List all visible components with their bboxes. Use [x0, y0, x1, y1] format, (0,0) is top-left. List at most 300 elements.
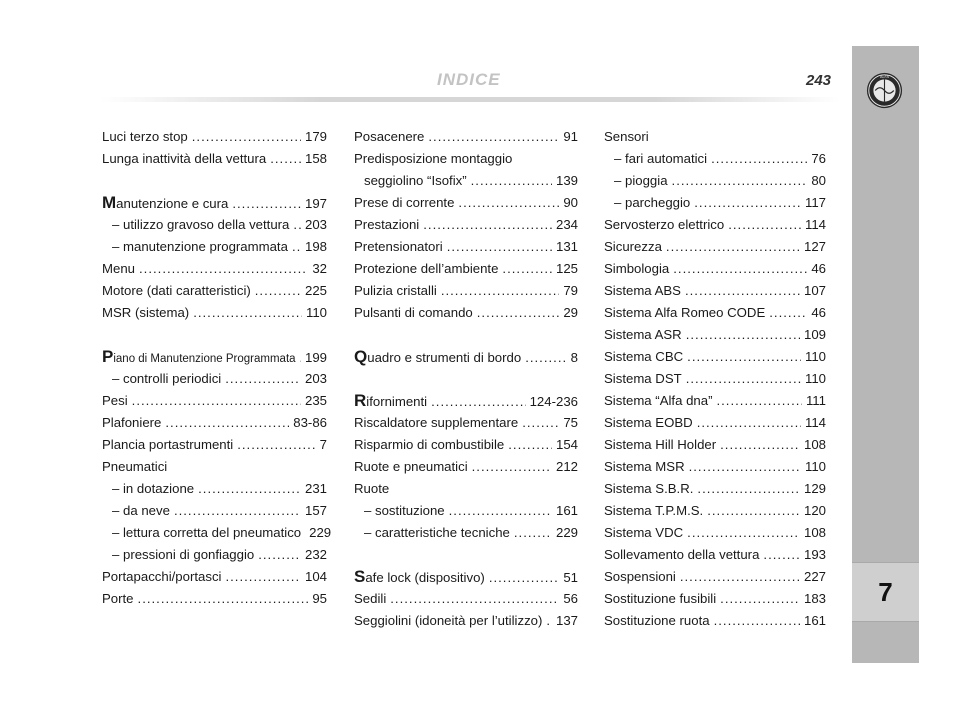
entry-text: Sistema ASR	[604, 327, 682, 342]
entry-label	[354, 412, 518, 434]
entry-label	[604, 280, 681, 302]
entry-page: 229	[555, 525, 578, 540]
index-entry[interactable]	[354, 258, 578, 280]
entry-text: – da neve	[112, 503, 170, 518]
entry-label	[112, 544, 254, 566]
entry-page: 90	[563, 195, 578, 210]
entry-text: Pesi	[102, 393, 128, 408]
entry-text: Sistema T.P.M.S.	[604, 503, 704, 518]
entry-page: 193	[803, 547, 826, 562]
entry-text: Pulsanti di comando	[354, 305, 473, 320]
entry-text: Ruote e pneumatici	[354, 459, 468, 474]
leader-dots	[255, 280, 301, 302]
entry-label	[354, 434, 504, 456]
index-entry[interactable]	[354, 566, 578, 588]
entry-page: 29	[563, 305, 578, 320]
leader-dots	[697, 478, 800, 500]
entry-label	[604, 434, 716, 456]
entry-page: 158	[304, 151, 327, 166]
entry-page: 56	[563, 591, 578, 606]
index-entry[interactable]	[604, 346, 826, 368]
entry-text: Sistema DST	[604, 371, 682, 386]
entry-label	[354, 214, 419, 236]
leader-dots	[300, 347, 301, 369]
leader-dots	[225, 566, 301, 588]
index-entry[interactable]	[604, 544, 826, 566]
entry-label	[354, 390, 427, 413]
leader-dots	[763, 544, 800, 566]
index-entry[interactable]	[102, 214, 327, 236]
entry-label	[604, 478, 693, 500]
page-title: INDICE	[437, 70, 501, 89]
entry-text: – lettura corretta del pneumatico	[112, 525, 302, 540]
index-entry[interactable]	[102, 126, 327, 148]
entry-label	[102, 148, 266, 170]
index-entry[interactable]	[102, 280, 327, 302]
index-entry[interactable]	[604, 390, 826, 412]
entry-label	[354, 610, 542, 632]
leader-dots	[689, 456, 801, 478]
entry-text: Sensori	[604, 129, 649, 144]
index-entry[interactable]	[604, 610, 826, 632]
index-entry[interactable]	[604, 302, 826, 324]
entry-label	[102, 126, 188, 148]
entry-text: ifornimenti	[366, 394, 428, 409]
index-entry[interactable]	[102, 478, 327, 500]
entry-text: Plancia portastrumenti	[102, 437, 234, 452]
index-entry[interactable]	[604, 456, 826, 478]
entry-label	[102, 302, 189, 324]
leader-dots	[687, 522, 800, 544]
entry-page: 109	[803, 327, 826, 342]
index-entry[interactable]	[102, 148, 327, 170]
entry-label	[604, 500, 703, 522]
index-entry[interactable]	[102, 368, 327, 390]
entry-text: Sistema “Alfa dna”	[604, 393, 713, 408]
entry-label	[604, 412, 693, 434]
leader-dots	[697, 412, 801, 434]
entry-text: Sospensioni	[604, 569, 676, 584]
index-entry[interactable]	[354, 170, 578, 192]
entry-page: 227	[803, 569, 826, 584]
leader-dots	[711, 148, 807, 170]
entry-page: 117	[804, 195, 826, 210]
leader-dots	[672, 170, 808, 192]
entry-label	[102, 258, 135, 280]
leader-dots	[502, 258, 552, 280]
index-entry[interactable]	[102, 192, 327, 214]
entry-page: 110	[804, 349, 826, 364]
entry-label	[604, 214, 724, 236]
entry-label	[102, 588, 134, 610]
entry-page: 110	[305, 305, 327, 320]
section-gap	[102, 170, 327, 192]
index-column-1	[102, 126, 332, 610]
leader-dots	[680, 566, 800, 588]
entry-label	[112, 500, 170, 522]
index-entry[interactable]	[354, 610, 578, 632]
leader-dots	[390, 588, 559, 610]
leader-dots	[428, 126, 559, 148]
section-initial: Q	[354, 347, 368, 366]
entry-text: Lunga inattività della vettura	[102, 151, 267, 166]
entry-page: 197	[304, 196, 327, 211]
entry-text: seggiolino “Isofix”	[364, 173, 467, 188]
leader-dots	[525, 347, 566, 369]
entry-label	[354, 478, 389, 500]
section-gap	[354, 324, 578, 346]
leader-dots	[192, 126, 301, 148]
index-entry[interactable]	[604, 192, 826, 214]
entry-label	[614, 148, 707, 170]
leader-dots	[514, 522, 552, 544]
leader-dots	[232, 193, 301, 215]
entry-page: 129	[803, 481, 826, 496]
entry-text: Simbologia	[604, 261, 670, 276]
index-entry[interactable]	[102, 544, 327, 566]
entry-label	[354, 148, 512, 170]
entry-label	[112, 522, 301, 544]
index-entry[interactable]	[102, 500, 327, 522]
entry-page: 183	[803, 591, 826, 606]
index-entry[interactable]	[354, 236, 578, 258]
entry-label	[604, 258, 669, 280]
entry-label	[102, 390, 128, 412]
index-entry[interactable]	[354, 192, 578, 214]
index-entry[interactable]	[604, 236, 826, 258]
entry-label	[112, 368, 221, 390]
entry-page: 75	[563, 415, 578, 430]
entry-label	[354, 126, 424, 148]
entry-text: Servosterzo elettrico	[604, 217, 725, 232]
index-entry[interactable]	[102, 588, 327, 610]
index-entry[interactable]	[102, 258, 327, 280]
entry-text: Sostituzione fusibili	[604, 591, 717, 606]
entry-page: 231	[304, 481, 327, 496]
leader-dots	[546, 610, 552, 632]
entry-label	[102, 192, 228, 215]
leader-dots	[258, 544, 301, 566]
index-entry[interactable]	[102, 566, 327, 588]
entry-page: 179	[304, 129, 327, 144]
index-entry[interactable]	[604, 412, 826, 434]
leader-dots	[522, 412, 559, 434]
entry-page: 46	[811, 261, 826, 276]
entry-text: Pulizia cristalli	[354, 283, 437, 298]
index-entry[interactable]	[102, 236, 327, 258]
header-rule	[100, 97, 840, 102]
index-entry[interactable]	[102, 456, 327, 478]
entry-text: Prestazioni	[354, 217, 420, 232]
leader-dots	[270, 148, 301, 170]
entry-page: 108	[803, 525, 826, 540]
leader-dots	[686, 324, 800, 346]
entry-page: 225	[304, 283, 327, 298]
index-entry[interactable]	[604, 258, 826, 280]
entry-label	[604, 302, 765, 324]
entry-page: 139	[555, 173, 578, 188]
entry-page: 7	[319, 437, 327, 452]
entry-page: 161	[555, 503, 578, 518]
leader-dots	[694, 192, 801, 214]
leader-dots	[431, 391, 525, 413]
leader-dots	[292, 236, 301, 258]
entry-text: Sistema VDC	[604, 525, 684, 540]
entry-text: Portapacchi/portasci	[102, 569, 222, 584]
entry-label	[614, 192, 690, 214]
leader-dots	[193, 302, 302, 324]
entry-text: afe lock (dispositivo)	[365, 570, 485, 585]
entry-page: 110	[804, 371, 826, 386]
entry-page: 114	[804, 415, 826, 430]
section-initial: P	[102, 347, 114, 366]
section-initial: S	[354, 567, 366, 586]
entry-label	[364, 500, 445, 522]
index-column-3	[604, 126, 826, 632]
entry-label	[354, 192, 454, 214]
leader-dots	[237, 434, 315, 456]
leader-dots	[673, 258, 807, 280]
index-entry[interactable]	[354, 412, 578, 434]
index-entry[interactable]	[354, 346, 578, 368]
leader-dots	[477, 302, 560, 324]
index-entry[interactable]	[354, 280, 578, 302]
entry-page: 203	[304, 371, 327, 386]
entry-page: 137	[555, 613, 578, 628]
entry-text: Menu	[102, 261, 135, 276]
entry-text: MSR (sistema)	[102, 305, 190, 320]
entry-label	[354, 236, 443, 258]
entry-text: Sollevamento della vettura	[604, 547, 760, 562]
entry-label	[604, 368, 682, 390]
entry-label	[354, 346, 521, 369]
leader-dots	[165, 412, 289, 434]
entry-page: 120	[803, 503, 826, 518]
entry-text: Seggiolini (idoneità per l’utilizzo)	[354, 613, 543, 628]
index-entry[interactable]	[354, 478, 578, 500]
entry-label	[364, 522, 510, 544]
entry-label	[604, 126, 649, 148]
entry-text: Protezione dell’ambiente	[354, 261, 499, 276]
entry-label	[604, 566, 676, 588]
entry-label	[364, 170, 467, 192]
entry-page: 108	[803, 437, 826, 452]
entry-page: 107	[803, 283, 826, 298]
entry-text: Pretensionatori	[354, 239, 443, 254]
leader-dots	[449, 500, 552, 522]
entry-text: iano di Manutenzione Programmata	[113, 353, 296, 365]
entry-label	[112, 214, 289, 236]
entry-text: Prese di corrente	[354, 195, 455, 210]
index-entry[interactable]	[354, 214, 578, 236]
leader-dots	[447, 236, 552, 258]
entry-text: uadro e strumenti di bordo	[367, 350, 522, 365]
leader-dots	[686, 368, 801, 390]
entry-text: – sostituzione	[364, 503, 445, 518]
index-entry[interactable]	[354, 500, 578, 522]
entry-label	[614, 170, 668, 192]
entry-text: Luci terzo stop	[102, 129, 188, 144]
section-gap	[354, 544, 578, 566]
entry-page: 83-86	[293, 415, 327, 430]
index-entry[interactable]	[102, 522, 332, 544]
entry-page: 212	[555, 459, 578, 474]
entry-text: Predisposizione montaggio	[354, 151, 513, 166]
index-entry[interactable]	[604, 588, 826, 610]
leader-dots	[225, 368, 301, 390]
entry-page: 125	[555, 261, 578, 276]
entry-text: Plafoniere	[102, 415, 162, 430]
entry-page: 154	[555, 437, 578, 452]
leader-dots	[139, 258, 308, 280]
index-entry[interactable]	[354, 456, 578, 478]
entry-page: 131	[555, 239, 578, 254]
entry-text: – pressioni di gonfiaggio	[112, 547, 255, 562]
index-entry[interactable]	[604, 500, 826, 522]
entry-page: 124-236	[529, 394, 578, 409]
entry-text: Sostituzione ruota	[604, 613, 710, 628]
entry-page: 199	[304, 350, 327, 365]
entry-text: Ruote	[354, 481, 390, 496]
entry-page: 32	[312, 261, 327, 276]
index-entry[interactable]	[354, 434, 578, 456]
entry-page: 232	[304, 547, 327, 562]
entry-label	[604, 456, 685, 478]
entry-page: 114	[804, 217, 826, 232]
leader-dots	[138, 588, 309, 610]
index-entry[interactable]	[604, 170, 826, 192]
entry-page: 110	[804, 459, 826, 474]
entry-text: Sedili	[354, 591, 387, 606]
leader-dots	[472, 456, 552, 478]
index-entry[interactable]	[354, 522, 578, 544]
entry-label	[604, 544, 759, 566]
index-entry[interactable]	[604, 126, 826, 148]
index-entry[interactable]	[354, 302, 578, 324]
entry-text: Sistema ABS	[604, 283, 681, 298]
leader-dots	[714, 610, 800, 632]
entry-text: Sicurezza	[604, 239, 662, 254]
index-entry[interactable]	[354, 148, 578, 170]
index-entry[interactable]	[102, 302, 327, 324]
entry-text: Porte	[102, 591, 134, 606]
entry-page: 198	[304, 239, 327, 254]
entry-page: 157	[304, 503, 327, 518]
section-initial: R	[354, 391, 367, 410]
entry-label	[354, 280, 437, 302]
entry-text: – utilizzo gravoso della vettura	[112, 217, 290, 232]
index-entry[interactable]	[604, 478, 826, 500]
entry-text: Sistema EOBD	[604, 415, 693, 430]
section-gap	[354, 368, 578, 390]
entry-label	[354, 588, 386, 610]
entry-page: 203	[304, 217, 327, 232]
entry-page: 46	[811, 305, 826, 320]
entry-page: 111	[805, 393, 826, 408]
entry-label	[102, 346, 296, 370]
alfa-romeo-logo-icon	[866, 72, 903, 109]
entry-text: Pneumatici	[102, 459, 168, 474]
entry-label	[604, 522, 683, 544]
index-entry[interactable]	[102, 346, 327, 368]
entry-page: 79	[563, 283, 578, 298]
entry-label	[604, 390, 712, 412]
leader-dots	[489, 567, 560, 589]
entry-page: 161	[803, 613, 826, 628]
entry-text: Sistema Alfa Romeo CODE	[604, 305, 766, 320]
entry-page: 127	[803, 239, 826, 254]
chapter-tab[interactable]: 7	[852, 562, 919, 622]
leader-dots	[716, 390, 801, 412]
entry-text: Motore (dati caratteristici)	[102, 283, 251, 298]
leader-dots	[458, 192, 559, 214]
index-entry[interactable]	[604, 434, 826, 456]
index-entry[interactable]	[102, 434, 327, 456]
index-entry[interactable]	[604, 566, 826, 588]
index-entry[interactable]	[102, 390, 327, 412]
entry-label	[604, 236, 662, 258]
index-column-2	[354, 126, 578, 632]
leader-dots	[720, 434, 800, 456]
svg-text:ALFA: ALFA	[879, 75, 890, 80]
leader-dots	[666, 236, 800, 258]
entry-label	[604, 324, 682, 346]
index-entry[interactable]	[102, 412, 327, 434]
index-entry[interactable]	[354, 126, 578, 148]
entry-label	[354, 302, 473, 324]
entry-label	[102, 434, 233, 456]
entry-label	[604, 346, 683, 368]
entry-text: Posacenere	[354, 129, 425, 144]
entry-text: – controlli periodici	[112, 371, 222, 386]
entry-label	[102, 280, 251, 302]
index-entry[interactable]	[604, 214, 826, 236]
entry-label	[354, 258, 498, 280]
entry-text: Sistema CBC	[604, 349, 684, 364]
entry-page: 95	[312, 591, 327, 606]
leader-dots	[198, 478, 301, 500]
leader-dots	[687, 346, 801, 368]
page-number: 243	[806, 72, 832, 89]
entry-text: – in dotazione	[112, 481, 195, 496]
entry-page: 51	[563, 570, 578, 585]
index-entry[interactable]	[604, 280, 826, 302]
leader-dots	[174, 500, 301, 522]
entry-label	[102, 456, 167, 478]
index-entry[interactable]	[354, 588, 578, 610]
leader-dots	[423, 214, 552, 236]
entry-label	[604, 588, 716, 610]
entry-page: 8	[570, 350, 578, 365]
entry-text: anutenzione e cura	[116, 196, 229, 211]
index-entry[interactable]	[604, 324, 826, 346]
leader-dots	[441, 280, 560, 302]
entry-page: 235	[304, 393, 327, 408]
index-entry[interactable]	[604, 522, 826, 544]
entry-label	[354, 566, 485, 589]
leader-dots	[685, 280, 800, 302]
entry-page: 80	[811, 173, 826, 188]
leader-dots	[471, 170, 552, 192]
index-entry[interactable]	[604, 368, 826, 390]
entry-page: 104	[304, 569, 327, 584]
index-entry[interactable]	[604, 148, 826, 170]
entry-label	[112, 236, 288, 258]
leader-dots	[293, 214, 301, 236]
entry-text: – parcheggio	[614, 195, 691, 210]
entry-text: – fari automatici	[614, 151, 708, 166]
index-entry[interactable]	[354, 390, 578, 412]
